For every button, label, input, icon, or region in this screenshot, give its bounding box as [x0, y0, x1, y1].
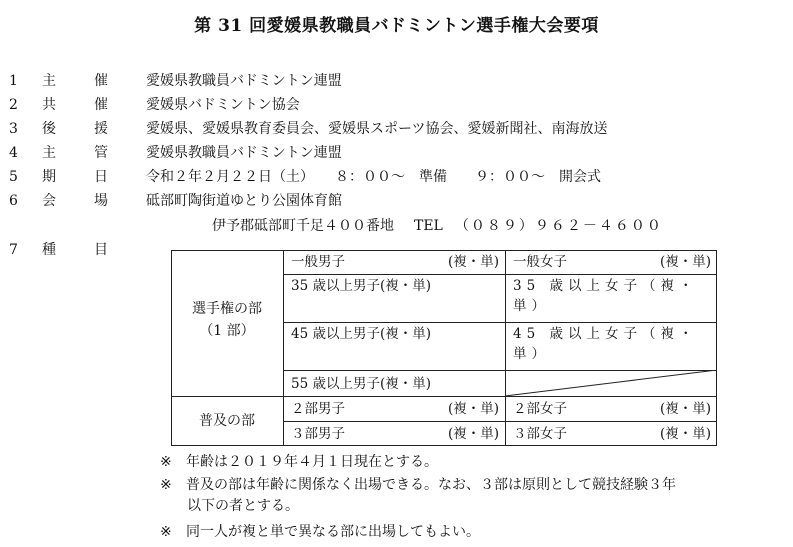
item-label-char: 後 [42, 121, 56, 137]
item-label-char: 目 [94, 242, 108, 258]
note-text: 同一人が複と単で異なる部に出場してもよい。 [186, 524, 480, 540]
note-mark: ※ [160, 477, 172, 493]
item-content: 愛媛県バドミントン協会 [146, 97, 300, 113]
item-label-char: 場 [94, 193, 108, 209]
category-cell [505, 274, 717, 322]
category-cell [505, 322, 717, 370]
category-name: 55 歳以上男子(複・単) [291, 376, 432, 392]
category-type: (複・単) [659, 426, 711, 442]
item-number: 3 [9, 121, 18, 137]
item-label-char: 会 [42, 193, 56, 209]
category-name: ３部女子 [513, 426, 567, 442]
item-label-char: 種 [42, 242, 56, 258]
item-label-char: 期 [42, 169, 56, 185]
category-name: ３部男子 [291, 426, 345, 442]
item-label-char: 催 [94, 73, 108, 89]
document-title: 第 31 回愛媛県教職員バドミントン選手権大会要項 [194, 16, 599, 36]
venue-address: 伊予郡砥部町千足４００番地 [212, 218, 394, 234]
item-number: 7 [9, 242, 18, 258]
tel-label: TEL [414, 218, 443, 234]
category-type: (複・単) [447, 426, 499, 442]
note-item [160, 522, 480, 543]
category-name: 35 歳以上男子(複・単) [291, 278, 432, 294]
note-text: 年齢は２０１９年４月１日現在とする。 [186, 454, 438, 470]
item-content: 令和２年２月２２日（土） ８：００～ 準備 ９：００～ 開会式 [146, 169, 601, 185]
item-label-char: 共 [42, 97, 56, 113]
category-name: ２部女子 [513, 401, 567, 417]
item-number: 6 [9, 193, 18, 209]
category-name: 35 歳以上女子（複・単） [513, 278, 698, 314]
section-popular-label: 普及の部 [199, 413, 255, 429]
category-name: 45 歳以上男子(複・単) [291, 326, 432, 342]
category-name: 一般男子 [291, 254, 345, 270]
tel-number: （０８９）９６２－４６００ [454, 218, 663, 234]
item-label-char: 援 [94, 121, 108, 137]
item-label-char: 主 [42, 73, 56, 89]
venue-address-line [212, 216, 663, 236]
note-text-continued: 以下の者とする。 [187, 498, 299, 514]
category-cell [283, 372, 505, 396]
note-mark: ※ [160, 524, 172, 540]
category-cell [283, 322, 505, 370]
section-label-line: （1 部） [199, 323, 255, 339]
item-label-char: 管 [94, 145, 108, 161]
note-mark: ※ [160, 454, 172, 470]
category-cell [505, 422, 717, 446]
note-item [160, 452, 438, 473]
item-content: 愛媛県教職員バドミントン連盟 [146, 145, 342, 161]
item-number: 5 [9, 169, 18, 185]
category-name: ２部男子 [291, 401, 345, 417]
item-label-char: 主 [42, 145, 56, 161]
category-cell [283, 250, 505, 274]
category-type: (複・単) [659, 401, 711, 417]
category-type: (複・単) [659, 254, 711, 270]
item-content: 愛媛県、愛媛県教育委員会、愛媛県スポーツ協会、愛媛新聞社、南海放送 [146, 121, 608, 137]
category-cell [283, 397, 505, 421]
item-number: 1 [9, 73, 18, 89]
section-label-line: 選手権の部 [192, 301, 262, 317]
category-name: 一般女子 [513, 254, 567, 270]
item-content: 愛媛県教職員バドミントン連盟 [146, 73, 342, 89]
category-table [171, 250, 717, 446]
category-cell [505, 250, 717, 274]
item-label-char: 日 [94, 169, 108, 185]
category-cell [505, 397, 717, 421]
note-text: 普及の部は年齢に関係なく出場できる。なお、３部は原則として競技経験３年 [186, 477, 676, 493]
empty-cell-diagonal [505, 370, 717, 396]
item-number: 4 [9, 145, 18, 161]
category-type: (複・単) [447, 401, 499, 417]
item-number: 2 [9, 97, 18, 113]
category-type: (複・単) [447, 254, 499, 270]
item-content: 砥部町陶街道ゆとり公園体育館 [146, 193, 342, 209]
item-label-char: 催 [94, 97, 108, 113]
section-championship-label [171, 298, 283, 342]
category-cell [283, 422, 505, 446]
category-name: 45 歳以上女子（複・単） [513, 326, 698, 362]
category-cell [283, 274, 505, 322]
note-item [160, 475, 676, 514]
